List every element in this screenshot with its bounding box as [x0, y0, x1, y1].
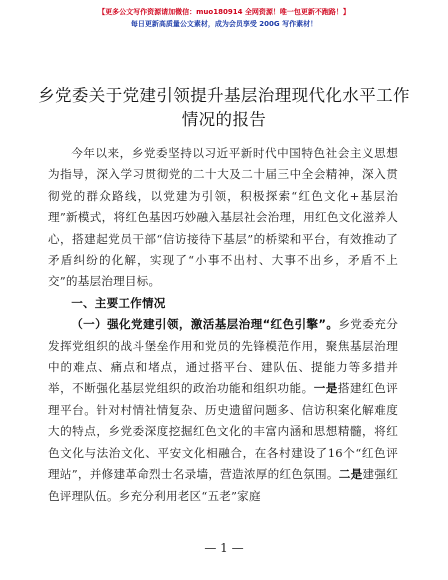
promo-line-1: 【更多公文写作资源请加微信：muo180914 全网资源！唯一包更新不跑路！】	[98, 8, 350, 16]
paragraph-text-a: 乡党委充分发挥党组织的战斗堡垒作用和党员的先锋模范作用，聚焦基层治理中的难点、痛点和堵点，通过搭平台、建队伍、提能力等多措并举，不断强化基层党组织的政治功能和组织功能。	[48, 317, 398, 396]
document-body	[48, 143, 398, 507]
subsection-heading: （一）强化党建引领，激活基层治理“红色引擎”。	[71, 317, 339, 332]
document-title: 乡党委关于党建引领提升基层治理现代化水平工作情况的报告	[38, 86, 410, 129]
promo-line-2: 每日更新高质量公文素材，成为会员享受 200G 写作素材！	[130, 20, 318, 28]
paragraph-text-b: 搭建红色评理平台。针对村情社情复杂、历史遗留问题多、信访积案化解难度大的特点，乡党委深度挖掘红色文化的丰富内涵和思想精髓，将红色文化与法治文化、平安文化相融合，在各村建设了16个“红色评理站”，并修建革命烈士名录墙，营造浓厚的红色氛围。	[48, 381, 398, 482]
section-heading: 一、主要工作情况	[71, 295, 166, 310]
intro-paragraph: 今年以来，乡党委坚持以习近平新时代中国特色社会主义思想为指导，深入学习贯彻党的二十大及二十届三中全会精神，深入贯彻党的群众路线，以党建为引领，积极探索“红色文化+基层治理”新模式，将红色基因巧妙融入基层社会治理，用红色文化滋养人心，搭建起党员干部“信访接待下基层”的桥梁和平台，有效推动了矛盾纠纷的化解，实现了“小事不出村、大事不出乡，矛盾不上交”的基层治理目标。	[48, 146, 398, 289]
paragraph-text-c: 建强红色评理队伍。乡充分利用老区“五老”家庭	[48, 467, 398, 503]
section-paragraph	[48, 314, 398, 507]
promo-banner	[0, 6, 448, 30]
page-number: — 1 —	[204, 541, 244, 555]
point-marker-1: 一是	[313, 381, 338, 396]
point-marker-2: 二是	[338, 467, 363, 482]
